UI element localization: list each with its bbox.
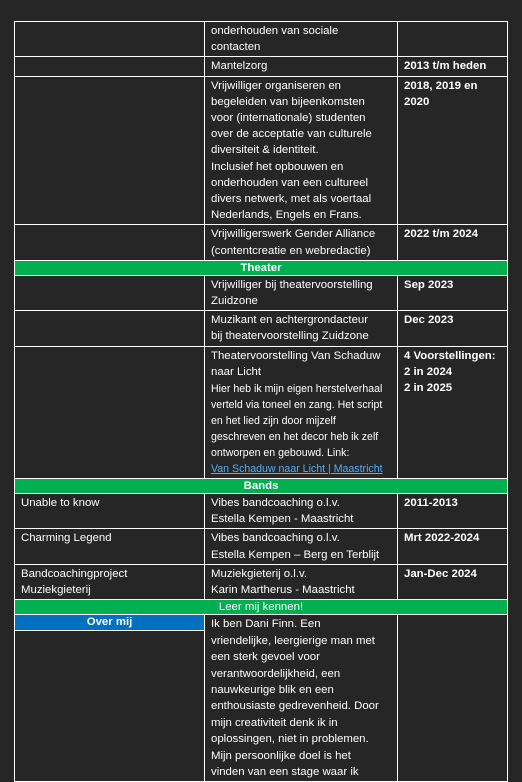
description-line: Vibes bandcoaching o.l.v. [211, 532, 340, 545]
about-line: verantwoordelijkheid, een [211, 667, 341, 680]
over-mij-label: Over mij [15, 615, 204, 631]
description-cell [205, 76, 398, 225]
section-title: Theater [15, 260, 508, 275]
description-line: divers netwerk, met als voertaal [211, 193, 372, 206]
description-line: Vrijwilliger organiseren en [211, 79, 341, 92]
band-name-cell [15, 564, 205, 599]
about-line: nauwkeurige blik en een [211, 683, 334, 696]
date-text: 2013 t/m heden [404, 60, 487, 73]
performance-link[interactable]: Van Schaduw naar Licht | Maastricht [211, 463, 383, 476]
section-header-leer-mij-kennen [15, 600, 508, 615]
description-line: Estella Kempen - Maastricht [211, 513, 354, 526]
left-cell [15, 22, 205, 57]
description-line: begeleiden van bijeenkomsten [211, 95, 365, 108]
about-text-cell [205, 615, 398, 782]
date-cell [398, 275, 508, 310]
table-row [15, 225, 508, 260]
about-line: Mijn persoonlijke doel is het [211, 749, 351, 762]
date-cell [398, 57, 508, 76]
description-line: voor (internationale) studenten [211, 112, 366, 125]
note-line: Hier heb ik mijn eigen herstelverhaal [211, 383, 383, 396]
section-header-bands [15, 479, 508, 494]
date-cell [398, 346, 508, 478]
description-line: Theatervoorstelling Van Schaduw [211, 349, 381, 362]
date-cell [398, 76, 508, 225]
description-line: Nederlands, Engels en Frans. [211, 209, 362, 222]
description-line: contacten [211, 41, 261, 54]
about-line: een sterk gevoel voor [211, 651, 320, 664]
table-row [15, 615, 508, 782]
date-cell [398, 564, 508, 599]
description-line: Muziekgieterij o.l.v. [211, 567, 308, 580]
note-line: verteld via toneel en zang. Het script [211, 399, 383, 412]
band-name: Unable to know [21, 497, 100, 510]
date-cell [398, 615, 508, 782]
description-line: diversiteit & identiteit. [211, 144, 319, 157]
date-cell [398, 529, 508, 564]
description-line: Karin Martherus - Maastricht [211, 584, 355, 597]
table-row [15, 275, 508, 310]
about-line: mijn creativiteit denk ik in [211, 716, 338, 729]
description-cell [205, 564, 398, 599]
note-line: en het lied zijn door mijzelf [211, 415, 336, 428]
table-row [15, 76, 508, 225]
date-text: 2 in 2024 [404, 365, 453, 378]
performance-note [211, 381, 391, 477]
description-cell [205, 225, 398, 260]
description-line: Zuidzone [211, 295, 258, 308]
description-line: over de acceptatie van culturele [211, 128, 372, 141]
description-line: Muzikant en achtergrondacteur [211, 314, 369, 327]
date-text: Mrt 2022-2024 [404, 532, 480, 545]
description-line: Inclusief het opbouwen en [211, 160, 344, 173]
description-cell [205, 22, 398, 57]
description-line: Vibes bandcoaching o.l.v. [211, 497, 340, 510]
description-line: onderhouden van een cultureel [211, 176, 369, 189]
date-text: 2022 t/m 2024 [404, 228, 479, 241]
date-cell [398, 22, 508, 57]
date-text: 2011-2013 [404, 497, 458, 510]
left-cell [15, 76, 205, 225]
section-title: Bands [15, 479, 508, 494]
date-text: 2 in 2025 [404, 382, 453, 395]
description-line: Mantelzorg [211, 60, 268, 73]
description-line: (contentcreatie en webredactie) [211, 244, 371, 257]
description-cell [205, 57, 398, 76]
about-line: oplossingen, niet in problemen. [211, 733, 369, 746]
about-line: enthousiaste gedrevenheid. Door [211, 700, 379, 713]
description-cell [205, 494, 398, 529]
date-text: 2020 [404, 95, 430, 108]
about-line: vriendelijke, leergierige man met [211, 634, 375, 647]
description-cell [205, 275, 398, 310]
table-row [15, 311, 508, 346]
table-row [15, 346, 508, 478]
date-cell [398, 494, 508, 529]
date-text: Sep 2023 [404, 278, 454, 291]
date-text: Jan-Dec 2024 [404, 567, 477, 580]
left-cell [15, 275, 205, 310]
date-cell [398, 311, 508, 346]
description-line: Estella Kempen – Berg en Terblijt [211, 548, 380, 561]
date-text: 2018, 2019 en [404, 79, 478, 92]
note-line: geschreven en het decor heb ik zelf [211, 431, 379, 444]
description-cell [205, 311, 398, 346]
table-row [15, 564, 508, 599]
over-mij-cell [15, 615, 205, 782]
description-line: Vrijwilligerswerk Gender Alliance [211, 228, 376, 241]
left-cell [15, 346, 205, 478]
description-line: bij theatervoorstelling Zuidzone [211, 330, 369, 343]
description-line: naar Licht [211, 365, 262, 378]
table-row [15, 57, 508, 76]
table-row [15, 22, 508, 57]
section-title: Leer mij kennen! [15, 600, 508, 615]
section-header-theater [15, 260, 508, 275]
band-name-cell [15, 529, 205, 564]
band-name-cell [15, 494, 205, 529]
band-name: Bandcoachingproject [21, 567, 128, 580]
left-cell [15, 225, 205, 260]
description-line: Vrijwilliger bij theatervoorstelling [211, 278, 373, 291]
about-line: Ik ben Dani Finn. Een [211, 618, 321, 631]
about-line: vinden van een stage waar ik [211, 765, 359, 778]
description-cell [205, 346, 398, 478]
table-row [15, 494, 508, 529]
band-name: Muziekgieterij [21, 584, 91, 597]
date-text: 4 Voorstellingen: [404, 349, 496, 362]
date-cell [398, 225, 508, 260]
table-row [15, 529, 508, 564]
date-text: Dec 2023 [404, 314, 454, 327]
note-line: ontworpen en gebouwd. Link: [211, 447, 350, 460]
description-line: onderhouden van sociale [211, 25, 339, 37]
description-cell [205, 529, 398, 564]
cv-table [14, 21, 508, 782]
left-cell [15, 57, 205, 76]
left-cell [15, 311, 205, 346]
band-name: Charming Legend [21, 532, 112, 545]
